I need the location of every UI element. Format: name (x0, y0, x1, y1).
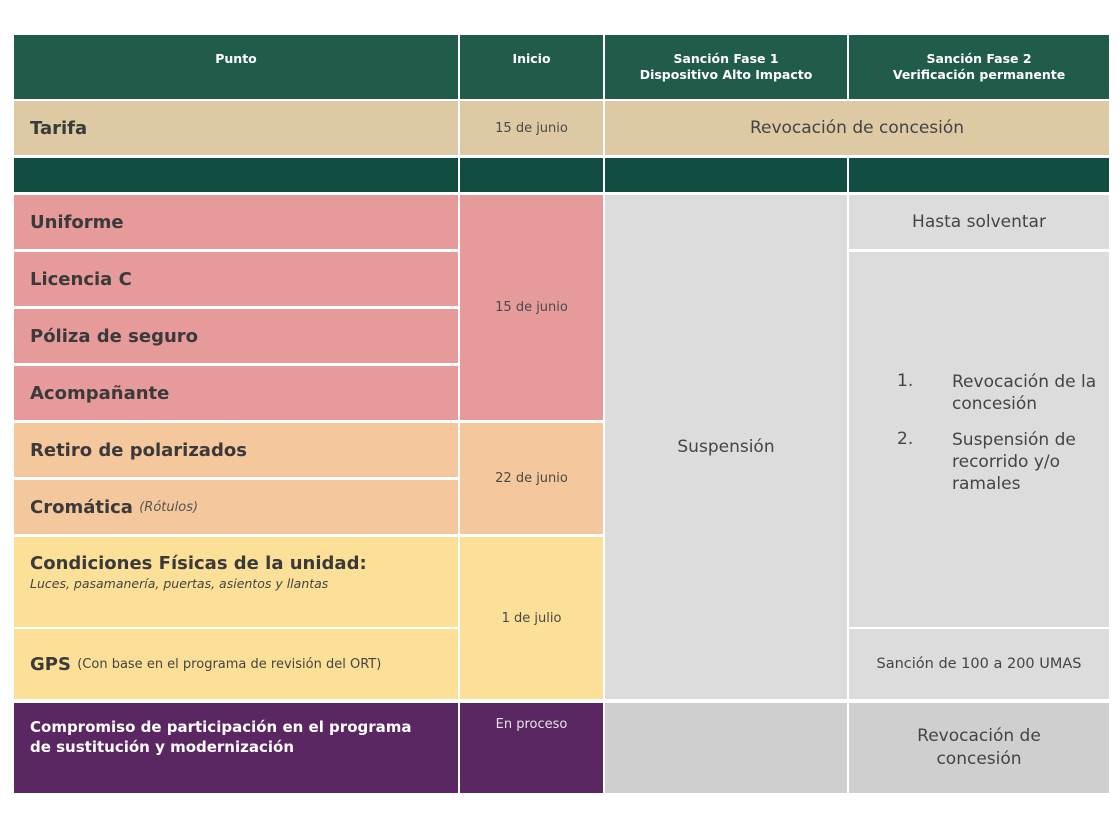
row-gps (14, 629, 458, 699)
gps-note: (Con base en el programa de revisión del ORT) (77, 656, 382, 672)
group1-date-text: 15 de junio (495, 300, 568, 315)
list-text: Revocación de la concesión (952, 371, 1097, 414)
compromiso-text: Compromiso de participación en el programa de sustitución y modernización (30, 718, 412, 756)
header-fase1 (605, 35, 847, 99)
group2-date (460, 423, 603, 534)
header-fase1-line2: Dispositivo Alto Impacto (639, 67, 813, 82)
group3-date (460, 537, 603, 699)
row-acompanante (14, 366, 458, 420)
compromiso-fase1 (605, 703, 847, 793)
hasta-text: Hasta solventar (912, 212, 1046, 232)
row-tarifa-sanction (605, 101, 1109, 155)
header-punto-text: Punto (215, 51, 257, 66)
row-tarifa-date (460, 101, 603, 155)
row-cromatica (14, 480, 458, 534)
uniforme-text: Uniforme (30, 211, 124, 233)
fase2-list (849, 252, 1109, 627)
separator-fase1 (605, 158, 847, 192)
compromiso-date (460, 703, 603, 793)
tarifa-date-text: 15 de junio (495, 120, 568, 136)
separator-fase2 (849, 158, 1109, 192)
tarifa-label-text: Tarifa (30, 117, 88, 139)
condiciones-text: Condiciones Físicas de la unidad: (30, 553, 367, 574)
list-num: 1. (897, 370, 914, 391)
fase2-hasta (849, 195, 1109, 249)
row-tarifa-label (14, 101, 458, 155)
row-uniforme (14, 195, 458, 249)
list-text: Suspensión de recorrido y/o ramales (952, 429, 1076, 494)
header-fase2 (849, 35, 1109, 99)
separator-punto (14, 158, 458, 192)
compromiso-date-text: En proceso (495, 717, 568, 732)
group3-date-text: 1 de julio (501, 610, 562, 626)
compromiso-sanction-text: Revocación de concesión (917, 726, 1041, 769)
header-fase2-line2: Verificación permanente (892, 67, 1066, 82)
poliza-text: Póliza de seguro (30, 325, 199, 347)
condiciones-block (30, 553, 367, 591)
row-compromiso (14, 703, 458, 793)
compromiso-sanction (849, 703, 1109, 793)
gps-sanction-text: Sanción de 100 a 200 UMAS (876, 656, 1082, 672)
row-poliza (14, 309, 458, 363)
separator-inicio (460, 158, 603, 192)
fase2-list-item (893, 429, 1103, 495)
header-inicio-text: Inicio (512, 51, 551, 66)
retiro-text: Retiro de polarizados (30, 439, 247, 461)
header-fase1-line1: Sanción Fase 1 (673, 51, 779, 66)
cromatica-note: (Rótulos) (139, 499, 199, 515)
fase2-list-item (893, 371, 1103, 415)
group2-date-text: 22 de junio (495, 471, 568, 486)
header-inicio (460, 35, 603, 99)
fase2-gps-sanction (849, 629, 1109, 699)
condiciones-note: Luces, pasamanería, puertas, asientos y llantas (30, 576, 329, 591)
acompanante-text: Acompañante (30, 382, 170, 404)
fase1-suspension-text: Suspensión (677, 437, 775, 457)
group1-date (460, 195, 603, 420)
list-num: 2. (897, 428, 914, 449)
header-fase2-line1: Sanción Fase 2 (926, 51, 1032, 66)
licencia-text: Licencia C (30, 268, 132, 290)
header-punto (14, 35, 458, 99)
tarifa-sanction-text: Revocación de concesión (749, 118, 965, 138)
row-retiro (14, 423, 458, 477)
cromatica-text: Cromática (30, 496, 133, 518)
row-licencia (14, 252, 458, 306)
fase1-suspension (605, 195, 847, 699)
row-condiciones (14, 537, 458, 627)
gps-text: GPS (30, 653, 71, 675)
